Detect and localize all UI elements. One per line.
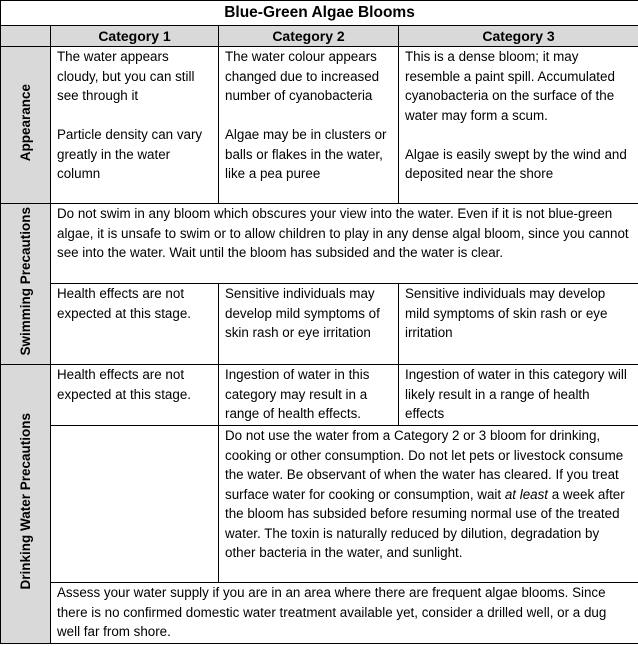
- header-category-2: Category 2: [219, 26, 399, 47]
- appearance-cat3-text-1: This is a dense bloom; it may resemble a paint spill. Accumulated cyanobacteria on the surface of the water may form a scum.: [405, 49, 615, 123]
- header-category-1: Category 1: [51, 26, 219, 47]
- row-label-drinking: Drinking Water Precautions: [17, 412, 33, 590]
- appearance-category-3: [399, 47, 638, 204]
- corner-cell: [1, 26, 51, 47]
- swimming-category-1: Health effects are not expected at this stage.: [51, 284, 219, 365]
- table-title: Blue-Green Algae Blooms: [1, 1, 638, 26]
- row-label-appearance-cell: [1, 47, 51, 204]
- swimming-general-text: Do not swim in any bloom which obscures your view into the water. Even if it is not blue-green algae, it is unsafe to swim or to allow children to play in any dense algal bloom, since you cannot see into the water. Wait until the bloom has subsided and the water is clear.: [51, 204, 638, 284]
- header-category-3: Category 3: [399, 26, 638, 47]
- drinking-category-1: Health effects are not expected at this stage.: [51, 365, 219, 426]
- row-label-appearance: Appearance: [17, 83, 33, 161]
- appearance-cat3-text-2: Algae is easily swept by the wind and deposited near the shore: [405, 146, 627, 181]
- appearance-cat2-text-2: Algae may be in clusters or balls or flakes in the water, like a pea puree: [225, 127, 387, 181]
- drinking-cat23-emphasis: at least: [504, 486, 549, 502]
- row-label-swimming: Swimming Precautions: [17, 206, 33, 356]
- appearance-cat1-text-2: Particle density can vary greatly in the water column: [57, 127, 203, 181]
- drinking-cat23-text-part2: a week after the bloom has subsided before resuming normal use of the treated water. The toxin is naturally reduced by dilution, degradation by other bacteria in the water, and sunlight.: [225, 486, 625, 560]
- swimming-category-2: Sensitive individuals may develop mild symptoms of skin rash or eye irritation: [219, 284, 399, 365]
- swimming-category-3: Sensitive individuals may develop mild symptoms of skin rash or eye irritation: [399, 284, 638, 365]
- row-label-drinking-cell: [1, 365, 51, 644]
- row-label-swimming-cell: [1, 204, 51, 365]
- drinking-category-3: Ingestion of water in this category will likely result in a range of health effects: [399, 365, 638, 426]
- drinking-category-2: Ingestion of water in this category may result in a range of health effects.: [219, 365, 399, 426]
- drinking-category-2-3-text: [219, 426, 638, 583]
- appearance-category-2: [219, 47, 399, 204]
- drinking-category-1-empty: [51, 426, 219, 583]
- appearance-cat2-text-1: The water colour appears changed due to increased number of cyanobacteria: [225, 49, 380, 103]
- appearance-category-1: [51, 47, 219, 204]
- drinking-cat23-text-part1: Do not use the water from a Category 2 or 3 bloom for drinking, cooking or other consumption. Do not let pets or livestock consume the water. Be observant of when the water has cleared. If you treat surface water for cooking or consumption, wait: [225, 428, 624, 502]
- appearance-cat1-text-1: The water appears cloudy, but you can still see through it: [57, 49, 195, 103]
- drinking-general-text: Assess your water supply if you are in an area where there are frequent algae blooms. Since there is no confirmed domestic water treatment available yet, consider a drilled well, or a dug well far from shore.: [51, 583, 638, 644]
